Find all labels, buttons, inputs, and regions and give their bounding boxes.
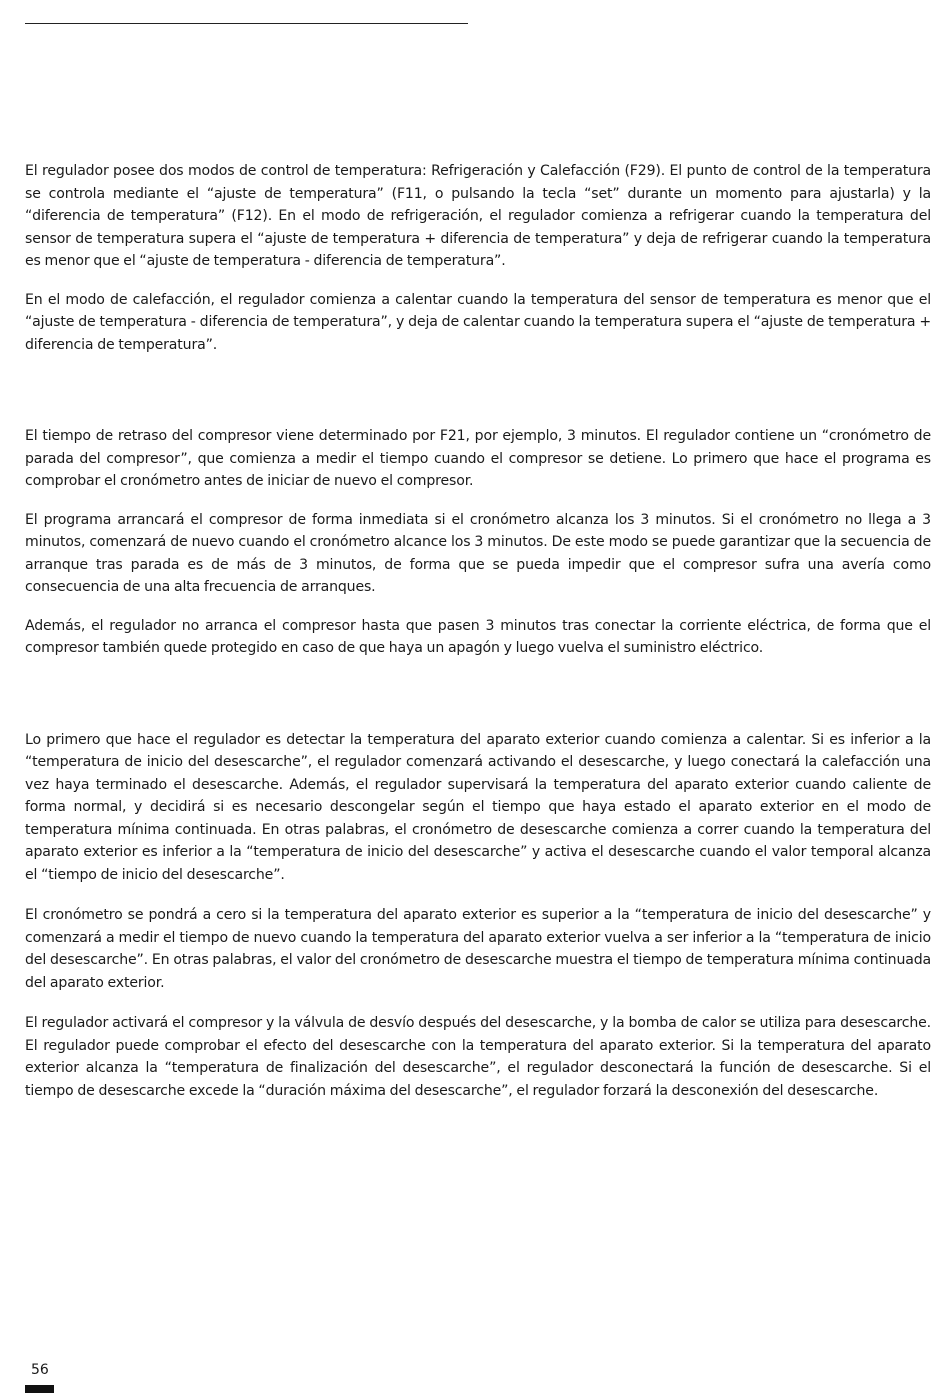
section-spacer [25,372,931,425]
section-spacer [25,676,931,729]
paragraph: Además, el regulador no arranca el compresor hasta que pasen 3 minutos tras conectar la corriente eléctrica, de forma que el compresor también quede protegido en caso de que haya un apagón y luego vuelva el suministro eléctrico. [25,617,931,656]
document-body [25,160,931,1120]
paragraph: El cronómetro se pondrá a cero si la temperatura del aparato exterior es superior a la “temperatura de inicio del desescarche” y comenzará a medir el tiempo de nuevo cuando la temperatura del aparato exterior vuelva a ser inferior a la “temperatura de inicio del desescarche”. En otras palabras, el valor del cronómetro de desescarche muestra el tiempo de temperatura mínima continuada del aparato exterior. [25,907,931,991]
paragraph: El tiempo de retraso del compresor viene determinado por F21, por ejemplo, 3 minutos. El regulador contiene un “cronómetro de parada del compresor”, que comienza a medir el tiempo cuando el compresor se detiene. Lo primero que hace el programa es comprobar el cronómetro antes de iniciar de nuevo el compresor. [25,428,931,489]
page-number-bar [25,1385,54,1393]
paragraph: El regulador activará el compresor y la válvula de desvío después del desescarche, y la bomba de calor se utiliza para desescarche. El regulador puede comprobar el efecto del desescarche con la temperatura del aparato exterior. Si la temperatura del aparato exterior alcanza la “temperatura de finalización del desescarche”, el regulador desconectará la función de desescarche. Si el tiempo de desescarche excede la “duración máxima del desescarche”, el regulador forzará la desconexión del desescarche. [25,1015,931,1099]
paragraph: El regulador posee dos modos de control de temperatura: Refrigeración y Calefacción (F29). El punto de control de la temperatura se controla mediante el “ajuste de temperatura” (F11, o pulsando la tecla “set” durante un momento para ajustarla) y la “diferencia de temperatura” (F12). En el modo de refrigeración, el regulador comienza a refrigerar cuando la temperatura del sensor de temperatura supera el “ajuste de temperatura + diferencia de temperatura” y deja de refrigerar cuando la temperatura es menor que el “ajuste de temperatura - diferencia de temperatura”. [25,163,931,269]
page-number: 56 [31,1362,49,1378]
header-rule [25,23,468,24]
paragraph: Lo primero que hace el regulador es detectar la temperatura del aparato exterior cuando comienza a calentar. Si es inferior a la “temperatura de inicio del desescarche”, el regulador comenzará activando el desescarche, y luego conectará la calefacción una vez haya terminado el desescarche. Además, el regulador supervisará la temperatura del aparato exterior cuando caliente de forma normal, y decidirá si es necesario descongelar según el tiempo que haya estado el aparato exterior en el modo de temperatura mínima continuada. En otras palabras, el cronómetro de desescarche comienza a correr cuando la temperatura del aparato exterior es inferior a la “temperatura de inicio del desescarche” y activa el desescarche cuando el valor temporal alcanza el “tiempo de inicio del desescarche”. [25,731,931,883]
paragraph: El programa arrancará el compresor de forma inmediata si el cronómetro alcanza los 3 minutos. Si el cronómetro no llega a 3 minutos, comenzará de nuevo cuando el cronómetro alcance los 3 minutos. De este modo se puede garantizar que la secuencia de arranque tras parada es de más de 3 minutos, de forma que se pueda impedir que el compresor sufra una avería como consecuencia de una alta frecuencia de arranques. [25,511,931,595]
section-defrost [25,729,931,1103]
paragraph: En el modo de calefacción, el regulador comienza a calentar cuando la temperatura del sensor de temperatura es menor que el “ajuste de temperatura - diferencia de temperatura”, y deja de calentar cuando la temperatura supera el “ajuste de temperatura + diferencia de temperatura”. [25,291,931,353]
section-compressor-delay [25,425,931,660]
section-temperature-control [25,160,931,356]
